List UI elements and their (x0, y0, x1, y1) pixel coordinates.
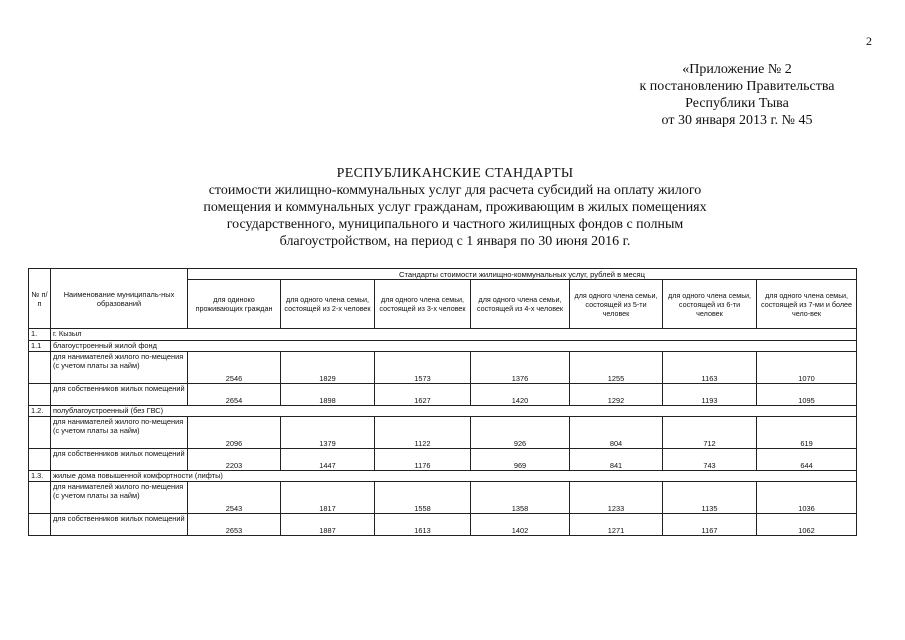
cell-value: 1233 (570, 482, 663, 514)
cell-value: 1271 (570, 514, 663, 536)
appendix-line: «Приложение № 2 (682, 62, 792, 77)
cell-value: 841 (570, 449, 663, 471)
title-line: государственного, муниципального и частного жилищных фондов с полным (226, 217, 684, 232)
cell-value: 1167 (663, 514, 757, 536)
table-row (29, 384, 857, 406)
cell-value: 969 (471, 449, 570, 471)
cell-value: 1379 (281, 417, 375, 449)
cell-value: 1627 (375, 384, 471, 406)
row-label: для нанимателей жилого по-мещения (с учетом платы за найм) (51, 482, 188, 514)
standards-table (28, 268, 857, 536)
cell-value: 2543 (188, 482, 281, 514)
cell-value: 2096 (188, 417, 281, 449)
cell-value: 1176 (375, 449, 471, 471)
section-name: полублагоустроенный (без ГВС) (51, 406, 857, 417)
cell-value: 1558 (375, 482, 471, 514)
cell-value: 1447 (281, 449, 375, 471)
cell-value: 926 (471, 417, 570, 449)
cell-value: 1887 (281, 514, 375, 536)
cell-value: 1095 (757, 384, 857, 406)
document-title (150, 165, 760, 250)
row-number: 1. (29, 329, 51, 341)
cell-value: 1062 (757, 514, 857, 536)
cell-value: 1135 (663, 482, 757, 514)
section-name: благоустроенный жилой фонд (51, 341, 857, 352)
cell-value: 1358 (471, 482, 570, 514)
table-row (29, 329, 857, 341)
row-number: 1.2. (29, 406, 51, 417)
cell-value: 1036 (757, 482, 857, 514)
column-header: для одного члена семьи, состоящей из 6-ти человек (663, 280, 757, 329)
appendix-line: к постановлению Правительства (639, 79, 835, 94)
cell-value: 804 (570, 417, 663, 449)
title-line: стоимости жилищно-коммунальных услуг для расчета субсидий на оплату жилого (208, 183, 702, 198)
appendix-line: Республики Тыва (685, 96, 789, 111)
column-header: для одного члена семьи, состоящей из 3-х человек (375, 280, 471, 329)
title-line: благоустройством, на период с 1 января по 30 июня 2016 г. (279, 234, 631, 249)
row-number: 1.3. (29, 471, 51, 482)
table-row (29, 482, 857, 514)
cell-value: 1255 (570, 352, 663, 384)
section-name: жилые дома повышенной комфортности (лифты) (51, 471, 857, 482)
cell-value: 1898 (281, 384, 375, 406)
cell-value: 1420 (471, 384, 570, 406)
cell-value: 1573 (375, 352, 471, 384)
cell-value: 1070 (757, 352, 857, 384)
column-header: для одного члена семьи, состоящей из 4-х человек (471, 280, 570, 329)
table-row (29, 449, 857, 471)
cell-value: 619 (757, 417, 857, 449)
column-header: для одного члена семьи, состоящей из 7-ми и более чело-век (757, 280, 857, 329)
cell-value: 1122 (375, 417, 471, 449)
cell-value: 2653 (188, 514, 281, 536)
row-label: для собственников жилых помещений (51, 384, 188, 406)
column-header: для одиноко проживающих граждан (188, 280, 281, 329)
header-num: № п/п (29, 269, 51, 329)
appendix-block (607, 61, 867, 129)
header-group: Стандарты стоимости жилищно-коммунальных услуг, рублей в месяц (188, 269, 857, 280)
row-label: для собственников жилых помещений (51, 514, 188, 536)
appendix-line: от 30 января 2013 г. № 45 (661, 113, 813, 128)
cell-value: 1376 (471, 352, 570, 384)
title-line: помещения и коммунальных услуг гражданам, проживающим в жилых помещениях (203, 200, 707, 215)
row-label: для нанимателей жилого по-мещения (с учетом платы за найм) (51, 417, 188, 449)
header-name: Наименование муниципаль-ных образований (51, 269, 188, 329)
title-main: РЕСПУБЛИКАНСКИЕ СТАНДАРТЫ (336, 166, 574, 181)
city-name: г. Кызыл (51, 329, 857, 341)
section-row (29, 406, 857, 417)
table-row (29, 352, 857, 384)
table-row (29, 417, 857, 449)
cell-value: 1402 (471, 514, 570, 536)
cell-value: 712 (663, 417, 757, 449)
cell-value: 2546 (188, 352, 281, 384)
table-row (29, 514, 857, 536)
cell-value: 2654 (188, 384, 281, 406)
column-header: для одного члена семьи, состоящей из 2-х человек (281, 280, 375, 329)
row-number: 1.1 (29, 341, 51, 352)
column-header: для одного члена семьи, состоящей из 5-ти человек (570, 280, 663, 329)
cell-value: 743 (663, 449, 757, 471)
cell-value: 644 (757, 449, 857, 471)
cell-value: 1292 (570, 384, 663, 406)
row-label: для нанимателей жилого по-мещения (с учетом платы за найм) (51, 352, 188, 384)
cell-value: 1163 (663, 352, 757, 384)
page-number: 2 (866, 34, 872, 48)
cell-value: 2203 (188, 449, 281, 471)
section-row (29, 341, 857, 352)
cell-value: 1817 (281, 482, 375, 514)
cell-value: 1193 (663, 384, 757, 406)
cell-value: 1829 (281, 352, 375, 384)
row-label: для собственников жилых помещений (51, 449, 188, 471)
cell-value: 1613 (375, 514, 471, 536)
section-row (29, 471, 857, 482)
